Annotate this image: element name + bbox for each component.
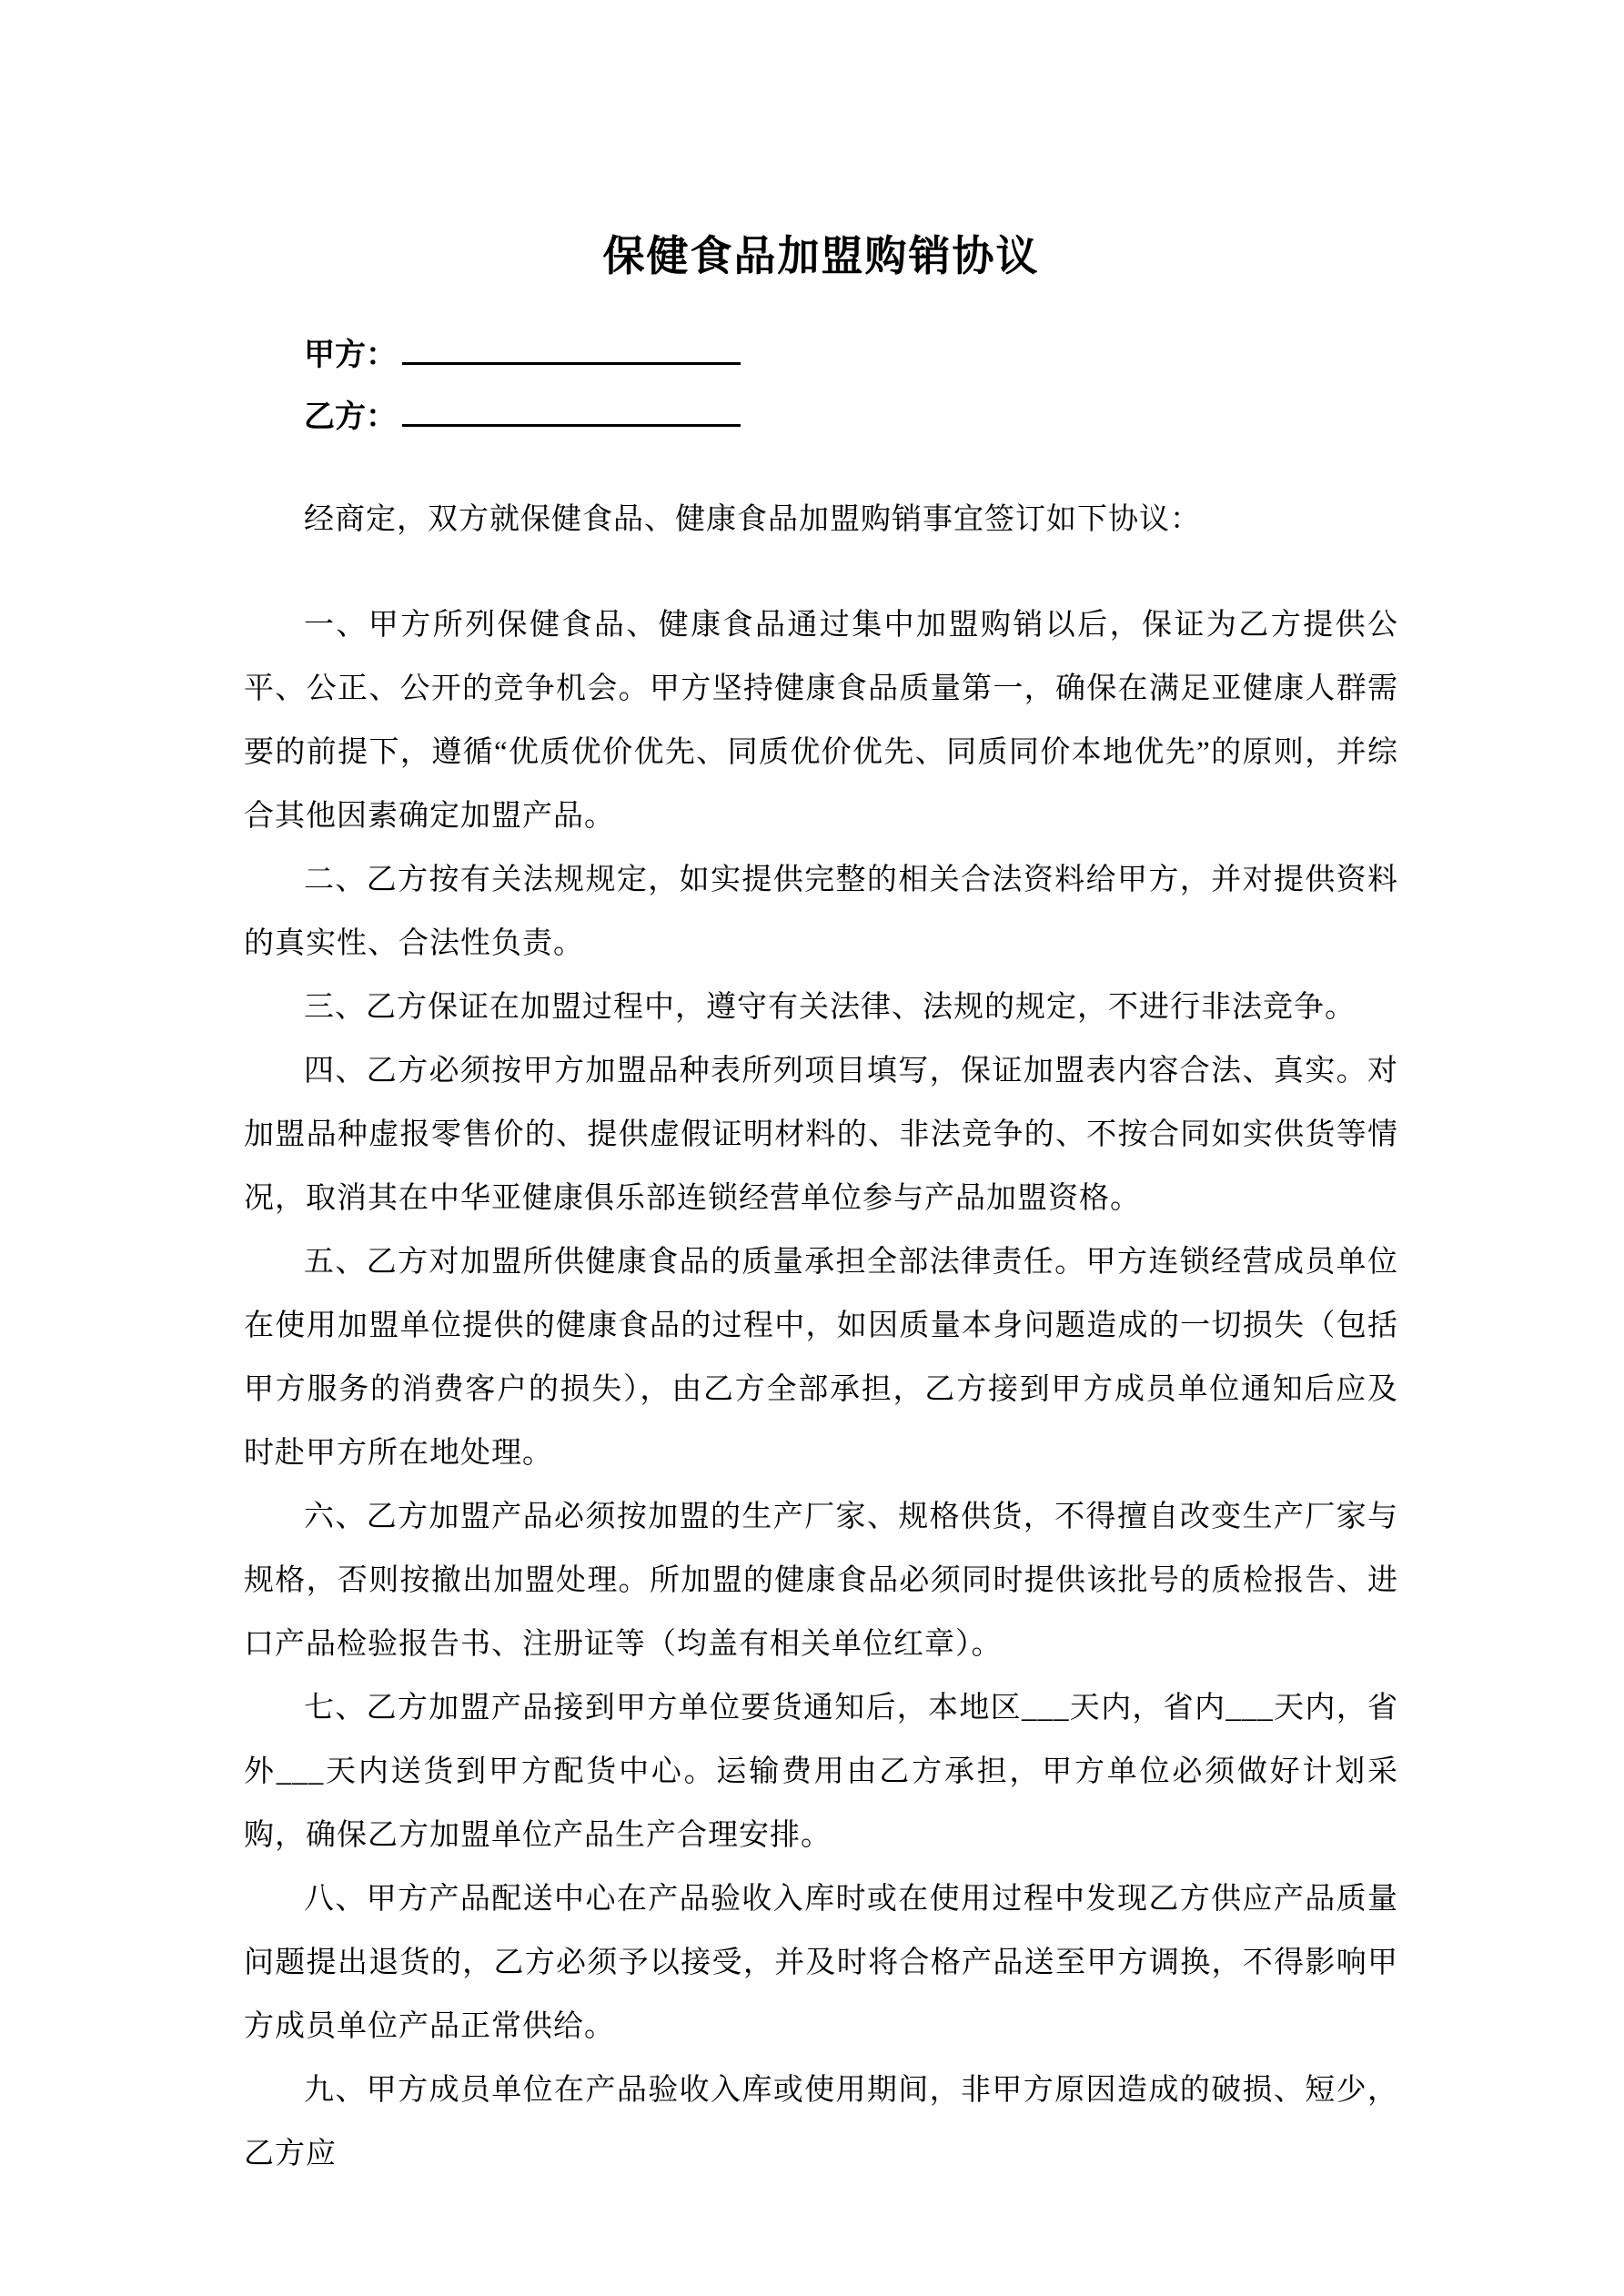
clause-9: 九、甲方成员单位在产品验收入库或使用期间，非甲方原因造成的破损、短少，乙方应: [244, 2074, 1398, 2170]
clause-2: 二、乙方按有关法规规定，如实提供完整的相关合法资料给甲方，并对提供资料的真实性、合法性负责。: [244, 864, 1398, 960]
party-a-blank-line: [402, 335, 741, 365]
clause-3: 三、乙方保证在加盟过程中，遵守有关法律、法规的规定，不进行非法竞争。: [304, 991, 1356, 1024]
clause-5: 五、乙方对加盟所供健康食品的质量承担全部法律责任。甲方连锁经营成员单位在使用加盟单位提供的健康食品的过程中，如因质量本身问题造成的一切损失（包括甲方服务的消费客户的损失），由乙方全部承担，乙方接到甲方成员单位通知后应及时赴甲方所在地处理。: [244, 1246, 1398, 1470]
clause-7: 七、乙方加盟产品接到甲方单位要货通知后，本地区___天内，省内___天内，省外___天内送货到甲方配货中心。运输费用由乙方承担，甲方单位必须做好计划采购，确保乙方加盟单位产品生产合理安排。: [244, 1692, 1398, 1852]
party-b-line: [244, 386, 1398, 448]
party-a-line: [244, 324, 1398, 386]
clause-6: 六、乙方加盟产品必须按加盟的生产厂家、规格供货，不得擅自改变生产厂家与规格，否则按撤出加盟处理。所加盟的健康食品必须同时提供该批号的质检报告、进口产品检验报告书、注册证等（均盖有相关单位红章）。: [244, 1501, 1398, 1661]
party-b-label: 乙方：: [304, 400, 397, 434]
intro-paragraph: 经商定，双方就保健食品、健康食品加盟购销事宜签订如下协议：: [304, 503, 1201, 536]
clause-1: 一、甲方所列保健食品、健康食品通过集中加盟购销以后，保证为乙方提供公平、公正、公开的竞争机会。甲方坚持健康食品质量第一，确保在满足亚健康人群需要的前提下，遵循“优质优价优先、同质优价优先、同质同价本地优先”的原则，并综合其他因素确定加盟产品。: [244, 609, 1398, 833]
party-b-blank-line: [402, 397, 741, 427]
party-a-label: 甲方：: [304, 338, 397, 372]
document-title: 保健食品加盟购销协议: [602, 232, 1040, 279]
clause-4: 四、乙方必须按甲方加盟品种表所列项目填写，保证加盟表内容合法、真实。对加盟品种虚报零售价的、提供虚假证明材料的、非法竞争的、不按合同如实供货等情况，取消其在中华亚健康俱乐部连锁经营单位参与产品加盟资格。: [244, 1055, 1398, 1215]
clauses-section: [244, 593, 1398, 2186]
clause-8: 八、甲方产品配送中心在产品验收入库时或在使用过程中发现乙方供应产品质量问题提出退货的，乙方必须予以接受，并及时将合格产品送至甲方调换，不得影响甲方成员单位产品正常供给。: [244, 1883, 1398, 2043]
